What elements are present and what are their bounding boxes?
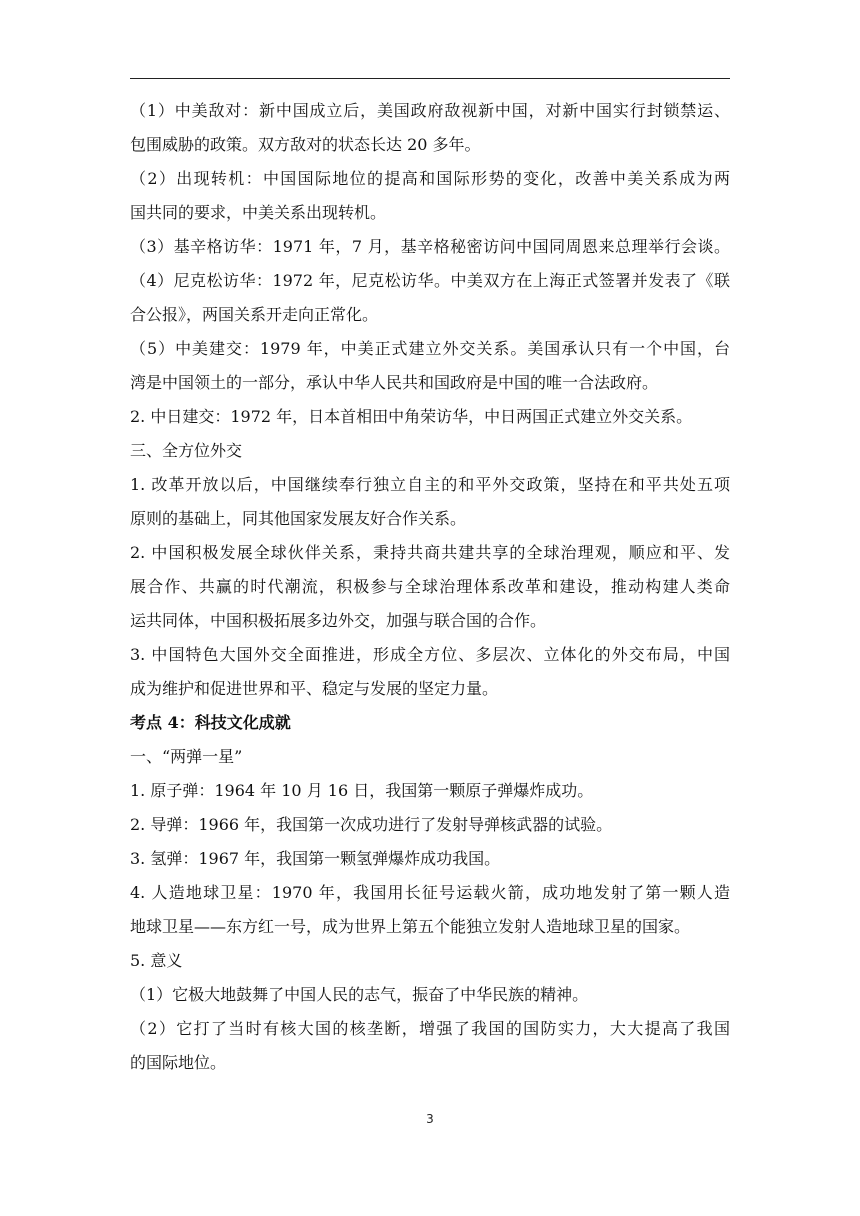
page-number: 3 [426,1112,434,1126]
paragraph-line: 国共同的要求，中美关系出现转机。 [130,203,387,222]
paragraph-line: 包围威胁的政策。双方敌对的状态长达 20 多年。 [130,135,481,154]
paragraph-line: 2. 导弹：1966 年，我国第一次成功进行了发射导弹核武器的试验。 [130,815,613,834]
paragraph-line: 湾是中国领土的一部分，承认中华人民共和国政府是中国的唯一合法政府。 [130,373,659,392]
paragraph-line: （2）出现转机：中国国际地位的提高和国际形势的变化，改善中美关系成为两 [130,169,730,188]
paragraph-line: 合公报》，两国关系开走向正常化。 [130,305,379,324]
paragraph-line: （2）它打了当时有核大国的核垄断，增强了我国的国防实力，大大提高了我国 [130,1019,730,1038]
section-heading: 三、全方位外交 [130,441,243,460]
paragraph-line: （3）基辛格访华：1971 年，7 月，基辛格秘密访问中国同周恩来总理举行会谈。 [130,237,730,256]
header-rule [130,78,730,79]
paragraph-line: 成为维护和促进世界和平、稳定与发展的坚定力量。 [130,679,499,698]
paragraph-line: 2. 中国积极发展全球伙伴关系，秉持共商共建共享的全球治理观，顺应和平、发 [130,543,730,562]
paragraph-line: 3. 氢弹：1967 年，我国第一颗氢弹爆炸成功我国。 [130,849,501,868]
paragraph-line: 4. 人造地球卫星：1970 年，我国用长征号运载火箭，成功地发射了第一颗人造 [130,883,730,902]
paragraph-line: 1. 原子弹：1964 年 10 月 16 日，我国第一颗原子弹爆炸成功。 [130,781,594,800]
paragraph-line: 5. 意义 [130,951,183,970]
paragraph-line: 2. 中日建交：1972 年，日本首相田中角荣访华，中日两国正式建立外交关系。 [130,407,693,426]
paragraph-line: 地球卫星——东方红一号，成为世界上第五个能独立发射人造地球卫星的国家。 [130,917,691,936]
paragraph-line: 的国际地位。 [130,1053,227,1072]
page-content [130,94,730,1080]
paragraph-line: （5）中美建交：1979 年，中美正式建立外交关系。美国承认只有一个中国，台 [130,339,730,358]
paragraph-line: 展合作、共赢的时代潮流，积极参与全球治理体系改革和建设，推动构建人类命 [130,577,730,596]
paragraph-line: 原则的基础上，同其他国家发展友好合作关系。 [130,509,467,528]
paragraph-line: 3. 中国特色大国外交全面推进，形成全方位、多层次、立体化的外交布局，中国 [130,645,730,664]
paragraph-line: （1）中美敌对：新中国成立后，美国政府敌视新中国，对新中国实行封锁禁运、 [130,101,730,120]
paragraph-line: （4）尼克松访华：1972 年，尼克松访华。中美双方在上海正式签署并发表了《联 [130,271,730,290]
paragraph-line: （1）它极大地鼓舞了中国人民的志气，振奋了中华民族的精神。 [130,985,589,1004]
paragraph-line: 1. 改革开放以后，中国继续奉行独立自主的和平外交政策，坚持在和平共处五项 [130,475,730,494]
paragraph-line: 运共同体，中国积极拓展多边外交，加强与联合国的合作。 [130,611,547,630]
section-heading: 一、“两弹一星” [130,747,243,766]
topic-heading: 考点 4：科技文化成就 [130,713,291,732]
